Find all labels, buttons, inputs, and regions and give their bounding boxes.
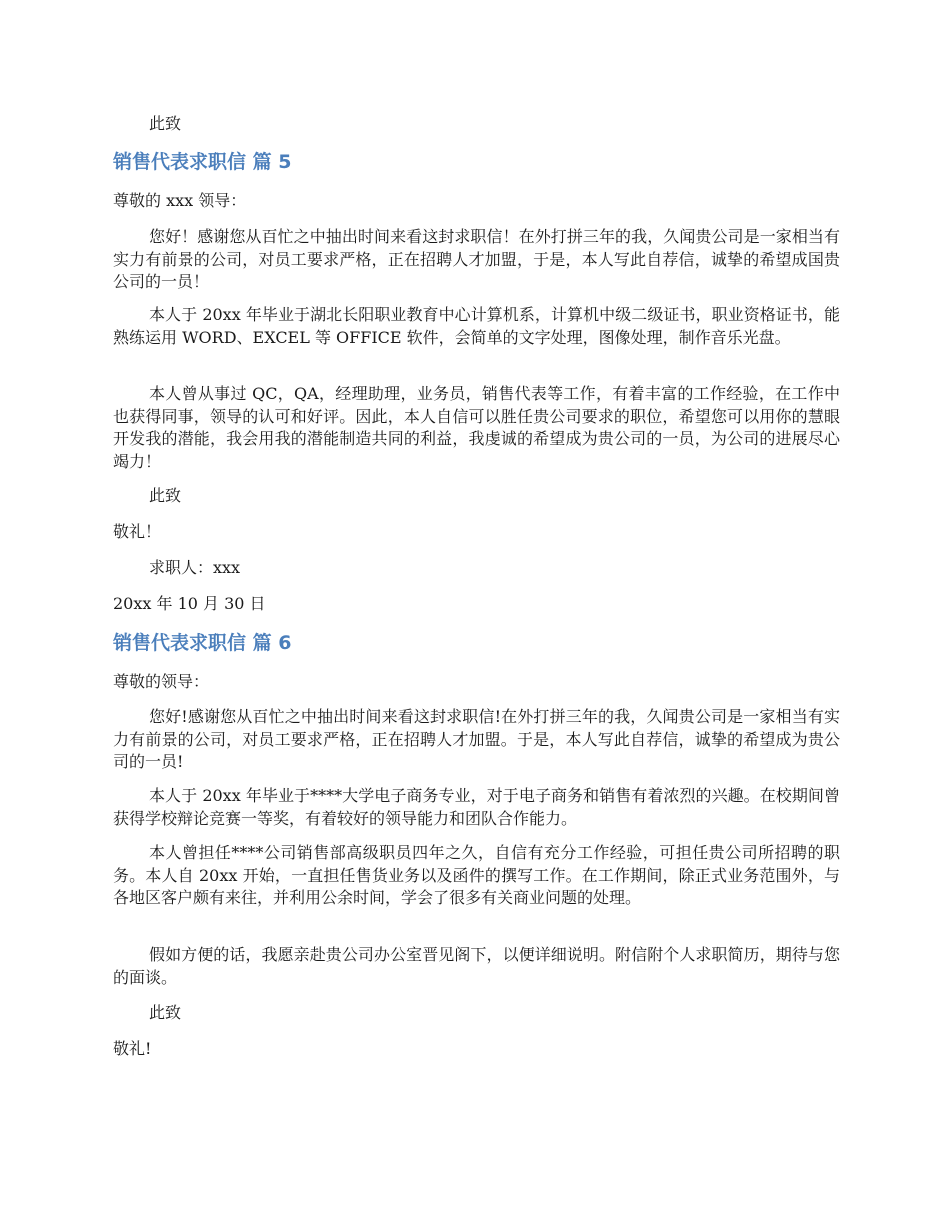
section-6-heading: 销售代表求职信 篇 6 (113, 632, 292, 654)
section-5-heading: 销售代表求职信 篇 5 (113, 151, 292, 173)
section-6-paragraph-1: 您好!感谢您从百忙之中抽出时间来看这封求职信!在外打拼三年的我，久闻贵公司是一家相当有实力有前景的公司，对员工要求严格，正在招聘人才加盟。于是，本人写此自荐信，诚挚的希望成为贵公司的一员! (113, 707, 840, 771)
section-5-closing: 此致 (149, 486, 182, 505)
section-5-regards: 敬礼！ (113, 522, 162, 541)
section-5-applicant: 求职人：xxx (149, 558, 241, 577)
section-6-paragraph-3: 本人曾担任****公司销售部高级职员四年之久，自信有充分工作经验，可担任贵公司所招聘的职务。本人自 20xx 开始，一直担任售货业务以及函件的撰写工作。在工作期间，除正式业务范围外，与各地区客户颇有来往，并利用公余时间，学会了很多有关商业问题的处理。 (113, 843, 840, 907)
section-5-date: 20xx 年 10 月 30 日 (113, 594, 266, 613)
section-6-salutation: 尊敬的领导： (113, 672, 210, 691)
section-6-regards: 敬礼! (113, 1039, 152, 1058)
section-5-paragraph-3: 本人曾从事过 QC，QA，经理助理，业务员，销售代表等工作，有着丰富的工作经验，在工作中也获得同事，领导的认可和好评。因此，本人自信可以胜任贵公司要求的职位，希望您可以用你的慧眼开发我的潜能，我会用我的潜能制造共同的利益，我虔诚的希望成为贵公司的一员，为公司的进展尽心竭力！ (113, 384, 840, 471)
section-6-paragraph-2: 本人于 20xx 年毕业于****大学电子商务专业，对于电子商务和销售有着浓烈的兴趣。在校期间曾获得学校辩论竞赛一等奖，有着较好的领导能力和团队合作能力。 (113, 786, 840, 828)
section-5-paragraph-2: 本人于 20xx 年毕业于湖北长阳职业教育中心计算机系，计算机中级二级证书，职业资格证书，能熟练运用 WORD、EXCEL 等 OFFICE 软件，会简单的文字处理，图像处理，制作音乐光盘。 (113, 305, 840, 347)
section-6-closing: 此致 (149, 1003, 182, 1022)
section-5-paragraph-1: 您好！感谢您从百忙之中抽出时间来看这封求职信！在外打拼三年的我，久闻贵公司是一家相当有实力有前景的公司，对员工要求严格，正在招聘人才加盟，于是，本人写此自荐信，诚挚的希望成国贵公司的一员！ (113, 227, 840, 291)
section-5-salutation: 尊敬的 xxx 领导： (113, 191, 247, 210)
section-6-paragraph-4: 假如方便的话，我愿亲赴贵公司办公室晋见阁下，以便详细说明。附信附个人求职简历，期待与您的面谈。 (113, 945, 840, 987)
top-closing: 此致 (149, 114, 182, 133)
